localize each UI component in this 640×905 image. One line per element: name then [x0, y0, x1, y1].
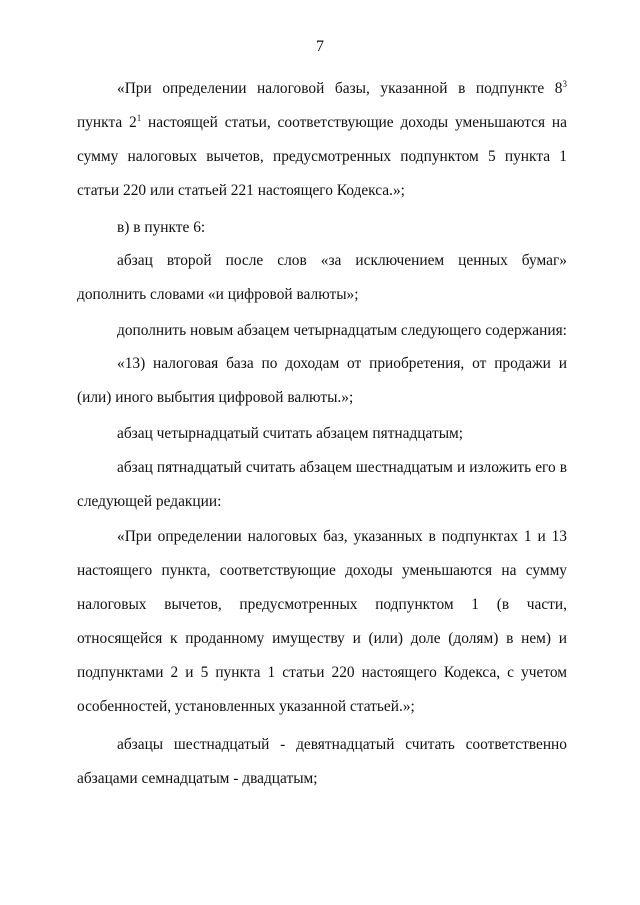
- paragraph-7: [77, 451, 567, 519]
- paragraph-8-text: «При определении налоговых баз, указанных в подпунктах 1 и 13 настоящего пункта, соответствующие доходы уменьшаются на сумму налоговых вычетов, предусмотренных подпунктом 1 (в части, относящейся к проданному имуществу и (или) доле (долям) в нем) и подпунктами 2 и 5 пункта 1 статьи 220 настоящего Кодекса, с учетом особенностей, установленных указанной статьей.»;: [77, 528, 567, 715]
- paragraph-9: [77, 728, 567, 796]
- paragraph-4-text: дополнить новым абзацем четырнадцатым следующего содержания:: [117, 322, 567, 339]
- paragraph-6: [77, 417, 567, 451]
- paragraph-2: [77, 211, 567, 245]
- paragraph-2-text: в) в пункте 6:: [117, 219, 206, 236]
- paragraph-5: [77, 347, 567, 415]
- paragraph-1-part-b: пункта 2: [77, 114, 137, 131]
- superscript-3: 3: [562, 79, 567, 89]
- paragraph-6-text: абзац четырнадцатый считать абзацем пятнадцатым;: [117, 425, 464, 442]
- paragraph-5-text: «13) налоговая база по доходам от приобретения, от продажи и (или) иного выбытия цифровой валюты.»;: [77, 355, 567, 406]
- paragraph-3-text: абзац второй после слов «за исключением ценных бумаг» дополнить словами «и цифровой валюты»;: [77, 252, 567, 303]
- paragraph-1-text: [77, 72, 567, 208]
- paragraph-9-text: абзацы шестнадцатый - девятнадцатый считать соответственно абзацами семнадцатым - двадцатым;: [77, 736, 567, 787]
- superscript-1: 1: [136, 113, 142, 123]
- paragraph-1-part-c: настоящей статьи, соответствующие доходы уменьшаются на сумму налоговых вычетов, предусмотренных подпунктом 5 пункта 1 статьи 220 или статьей 221 настоящего Кодекса.»;: [77, 114, 567, 199]
- paragraph-7-text: абзац пятнадцатый считать абзацем шестнадцатым и изложить его в следующей редакции:: [77, 459, 567, 510]
- paragraph-8: [77, 520, 567, 724]
- paragraph-1: [77, 72, 567, 208]
- paragraph-1-part-a: «При определении налоговой базы, указанной в подпункте 8: [117, 80, 563, 97]
- paragraph-3: [77, 244, 567, 312]
- page-number: 7: [316, 38, 324, 55]
- paragraph-4: [77, 314, 567, 348]
